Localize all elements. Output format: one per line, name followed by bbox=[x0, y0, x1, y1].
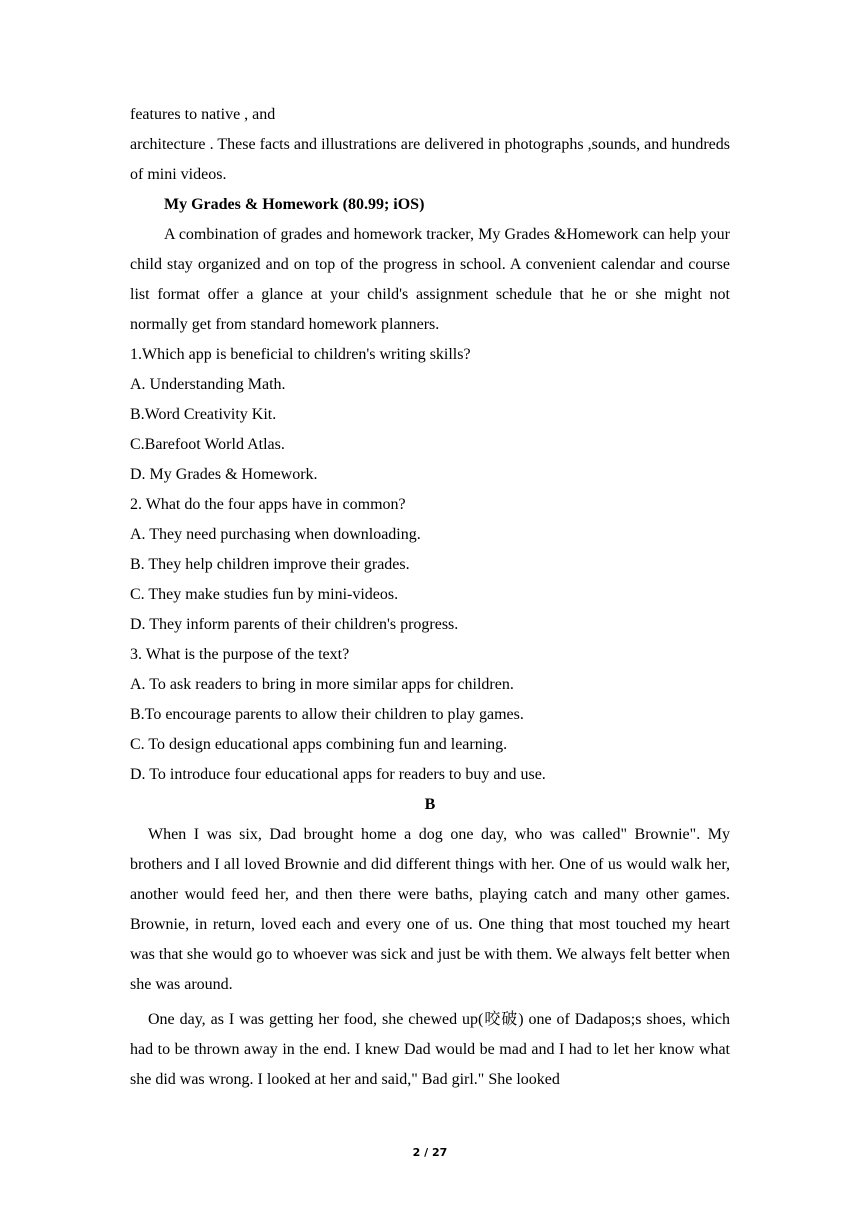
answer-option: C. To design educational apps combining fun and learning. bbox=[130, 736, 508, 753]
question-stem: 2. What do the four apps have in common? bbox=[130, 496, 406, 513]
answer-option: C. They make studies fun by mini-videos. bbox=[130, 586, 399, 603]
page-number: 2 / 27 bbox=[412, 1146, 448, 1159]
question-stem: 1.Which app is beneficial to children's writing skills? bbox=[130, 346, 471, 363]
answer-option: B.To encourage parents to allow their children to play games. bbox=[130, 706, 524, 723]
answer-option: C.Barefoot World Atlas. bbox=[130, 436, 285, 453]
answer-option: D. My Grades & Homework. bbox=[130, 466, 318, 483]
document-page bbox=[130, 100, 730, 1095]
answer-option: A. Understanding Math. bbox=[130, 376, 286, 393]
answer-option: D. They inform parents of their children's progress. bbox=[130, 616, 459, 633]
story-paragraph: When I was six, Dad brought home a dog one day, who was called" Brownie". My brothers and I all loved Brownie and did different things with her. One of us would walk her, another would feed her, and then there were baths, playing catch and many other games. Brownie, in return, loved each and every one of us. One thing that most touched my heart was that she would go to whoever was sick and just be with them. We always felt better when she was around. bbox=[130, 826, 730, 993]
question-stem: 3. What is the purpose of the text? bbox=[130, 646, 350, 663]
app-title: My Grades & Homework (80.99; iOS) bbox=[164, 196, 425, 213]
app-description: A combination of grades and homework tracker, My Grades &Homework can help your child stay organized and on top of the progress in school. A convenient calendar and course list format offer a glance at your child's assignment schedule that he or she might not normally get from standard homework planners. bbox=[130, 226, 730, 333]
question-block bbox=[130, 640, 730, 790]
text-line: features to native , and bbox=[130, 106, 276, 123]
section-heading: B bbox=[424, 796, 436, 813]
answer-option: B.Word Creativity Kit. bbox=[130, 406, 277, 423]
answer-option: A. To ask readers to bring in more similar apps for children. bbox=[130, 676, 514, 693]
answer-option: B. They help children improve their grades. bbox=[130, 556, 410, 573]
answer-option: D. To introduce four educational apps for readers to buy and use. bbox=[130, 766, 546, 783]
answer-option: A. They need purchasing when downloading. bbox=[130, 526, 421, 543]
question-block bbox=[130, 490, 730, 640]
paragraph: architecture . These facts and illustrations are delivered in photographs ,sounds, and hundreds of mini videos. bbox=[130, 136, 730, 183]
story-paragraph: One day, as I was getting her food, she chewed up(咬破) one of Dadapos;s shoes, which had to be thrown away in the end. I knew Dad would be mad and I had to let her know what she did was wrong. I looked at her and said," Bad girl." She looked bbox=[130, 1011, 730, 1088]
question-block bbox=[130, 340, 730, 490]
